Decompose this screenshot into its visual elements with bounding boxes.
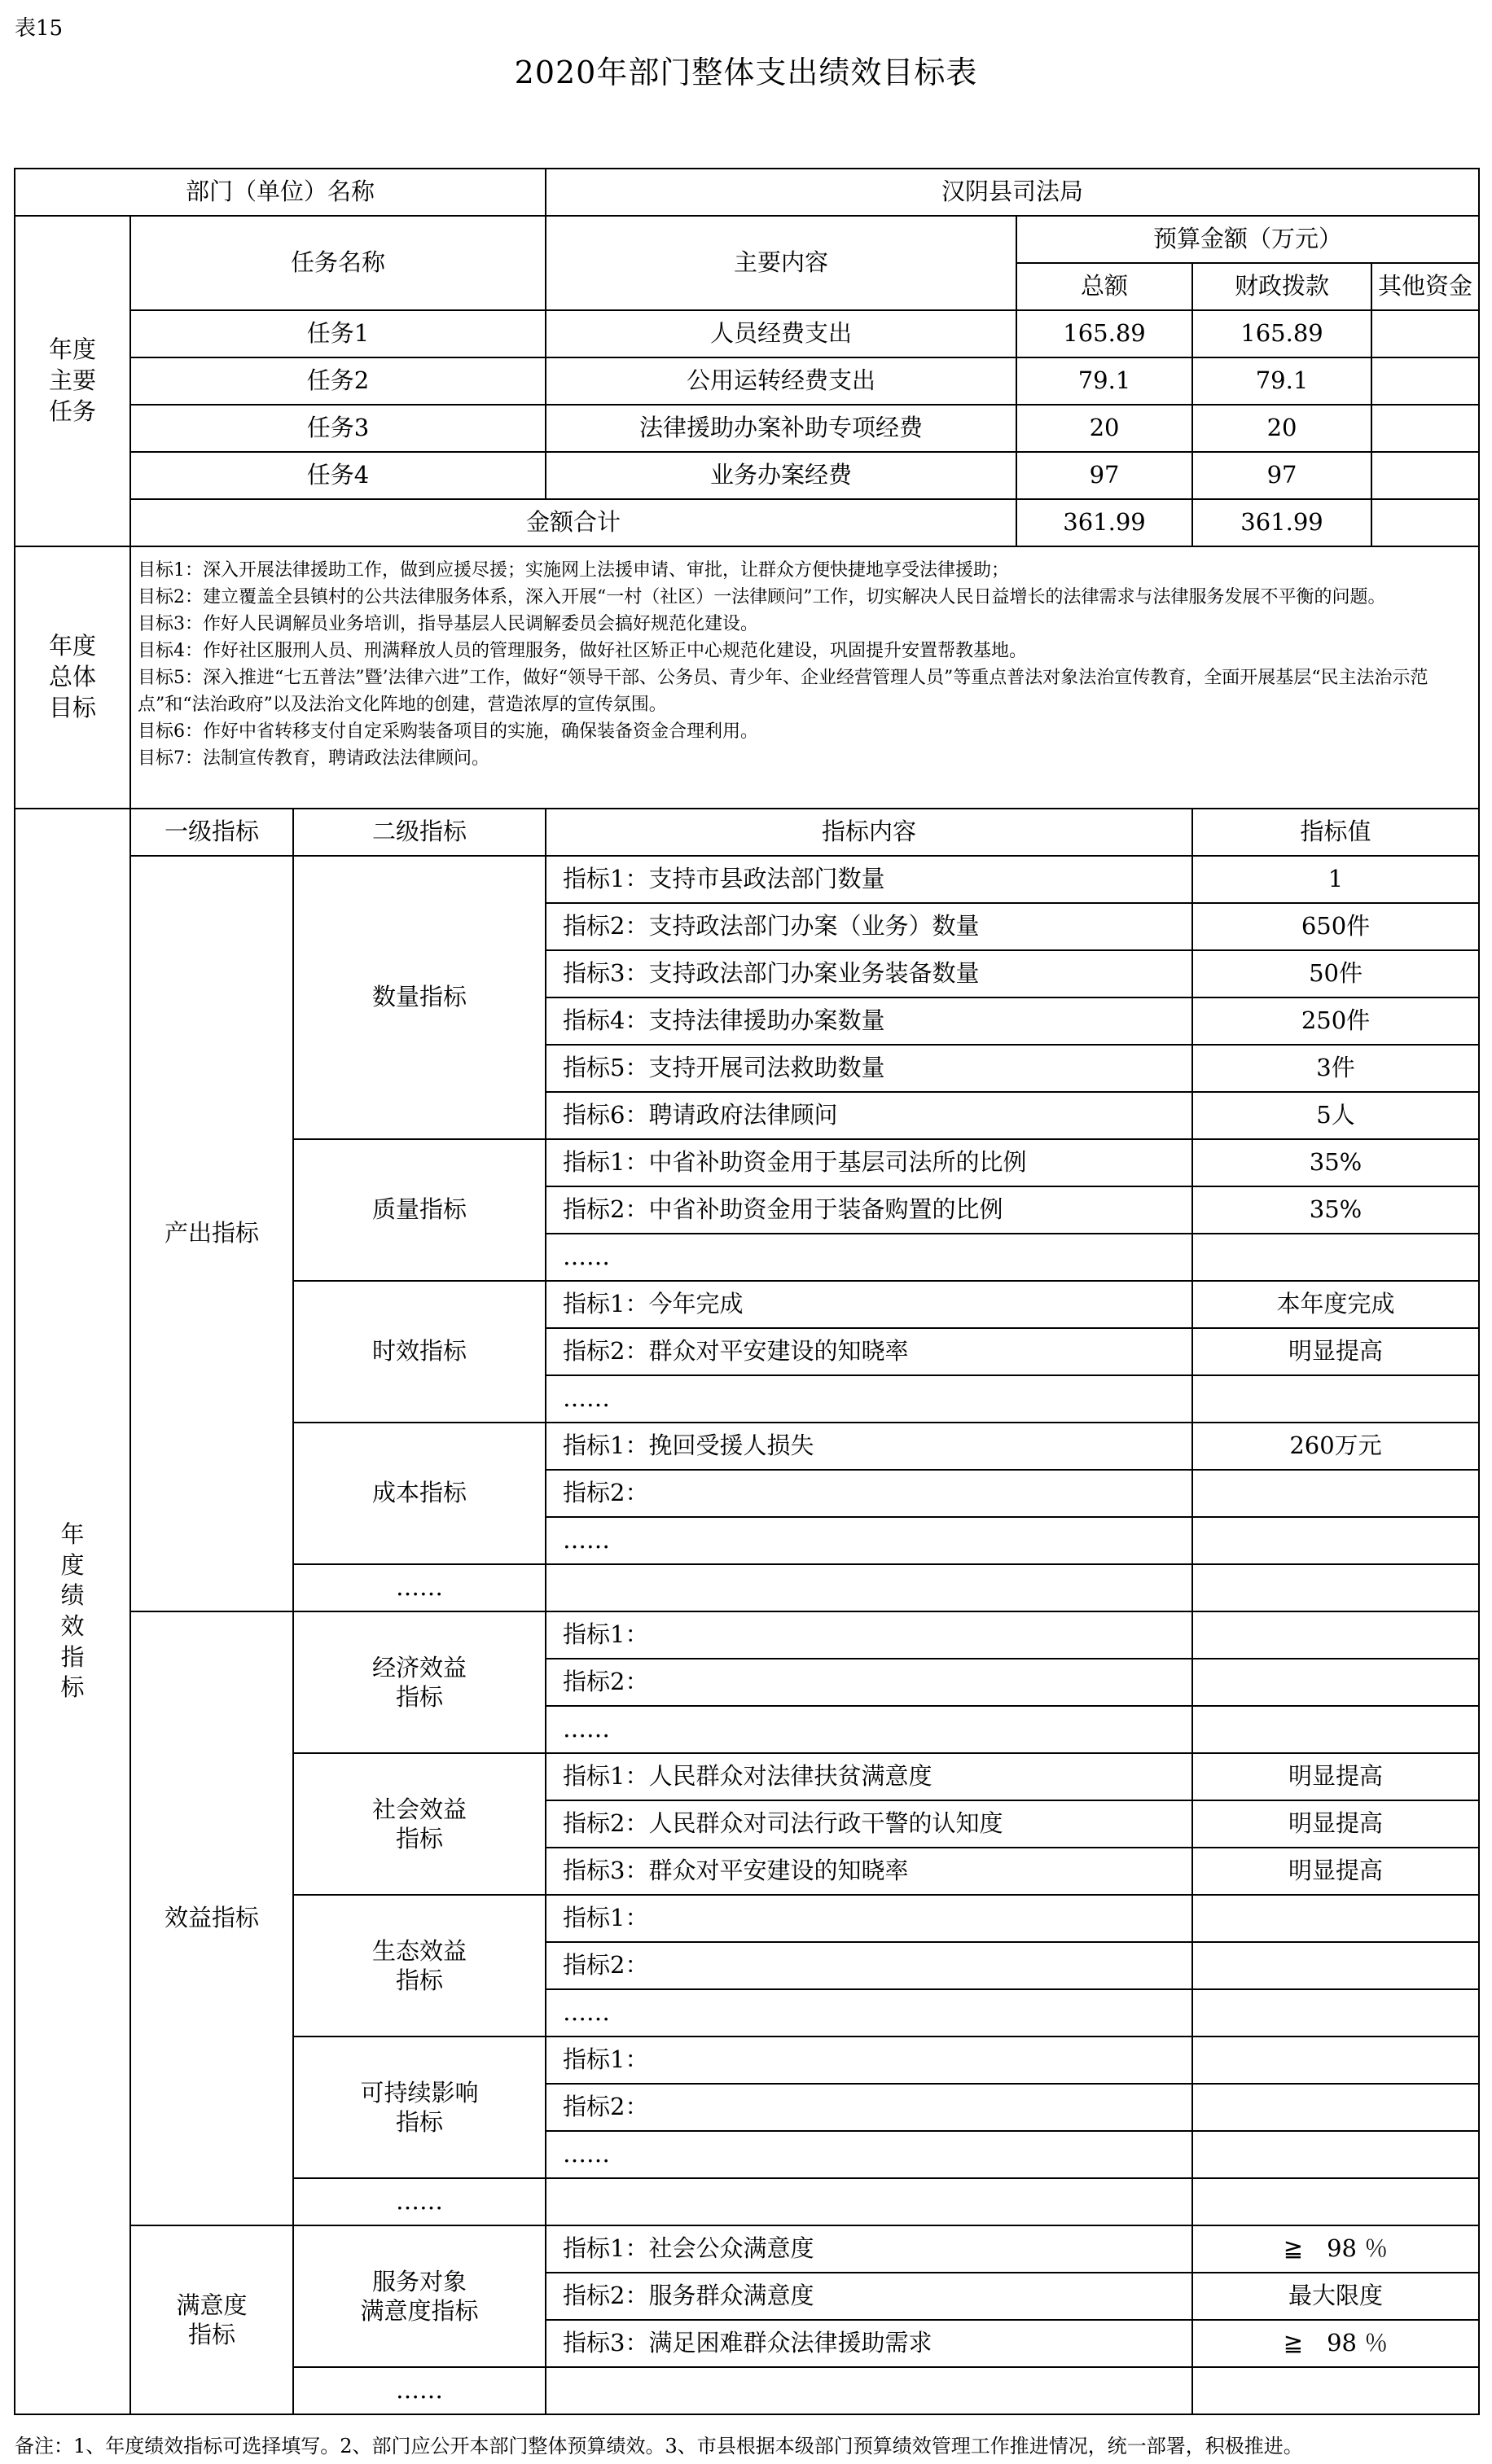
indicator-content: 指标1： <box>546 2037 1192 2084</box>
indicator-content: 指标1：挽回受援人损失 <box>546 1423 1192 1470</box>
goal-line: 目标4：作好社区服刑人员、刑满释放人员的管理服务，做好社区矫正中心规范化建设，巩固提升安置帮教基地。 <box>138 641 1028 661</box>
indicator-content <box>546 2178 1192 2225</box>
task-fiscal: 97 <box>1192 452 1371 499</box>
indicator-content <box>546 2367 1192 2414</box>
indicator-value: ≧ 98 ％ <box>1192 2320 1479 2367</box>
indicator-value: 35% <box>1192 1186 1479 1234</box>
budget-other-header: 其他资金 <box>1371 263 1479 310</box>
indicator-value <box>1192 1517 1479 1564</box>
sum-total: 361.99 <box>1016 499 1192 546</box>
quality-indicator-label: 质量指标 <box>293 1139 546 1281</box>
service-satisfaction-label: 服务对象 满意度指标 <box>293 2225 546 2367</box>
task-total: 97 <box>1016 452 1192 499</box>
satisfaction-indicator-label: 满意度 指标 <box>130 2225 293 2414</box>
indicator-value <box>1192 1659 1479 1706</box>
indicator-value: 明显提高 <box>1192 1328 1479 1375</box>
indicator-value: ≧ 98 ％ <box>1192 2225 1479 2273</box>
indicator-content: 指标2：群众对平安建设的知晓率 <box>546 1328 1192 1375</box>
satisfaction-more: …… <box>293 2367 546 2414</box>
task-name: 任务2 <box>130 357 546 405</box>
indicator-value <box>1192 1611 1479 1659</box>
indicator-value: 明显提高 <box>1192 1753 1479 1800</box>
task-sum-row <box>15 499 1479 546</box>
indicator-value: 35% <box>1192 1139 1479 1186</box>
indicator-content: 指标2： <box>546 1470 1192 1517</box>
indicator-content: 指标1：社会公众满意度 <box>546 2225 1192 2273</box>
indicator-value: 3件 <box>1192 1045 1479 1092</box>
budget-total-header: 总额 <box>1016 263 1192 310</box>
indicator-content: 指标3：支持政法部门办案业务装备数量 <box>546 950 1192 997</box>
indicator-value: 明显提高 <box>1192 1800 1479 1848</box>
indicator-value-header: 指标值 <box>1192 809 1479 856</box>
indicator-value: 5人 <box>1192 1092 1479 1139</box>
indicator-value <box>1192 2178 1479 2225</box>
indicator-value: 650件 <box>1192 903 1479 950</box>
task-total: 79.1 <box>1016 357 1192 405</box>
level1-header: 一级指标 <box>130 809 293 856</box>
task-row <box>15 310 1479 357</box>
indicator-value <box>1192 1470 1479 1517</box>
table-number: 表15 <box>15 16 64 41</box>
indicator-content: 指标2： <box>546 2084 1192 2131</box>
sustainable-indicator-label: 可持续影响 指标 <box>293 2037 546 2178</box>
economic-indicator-label: 经济效益 指标 <box>293 1611 546 1753</box>
indicator-value <box>1192 1564 1479 1611</box>
indicator-value: 明显提高 <box>1192 1848 1479 1895</box>
level2-header: 二级指标 <box>293 809 546 856</box>
goal-line: 目标5：深入推进“七五普法”暨’法律六进”工作，做好“领导干部、公务员、青少年、企业经营管理人员”等重点普法对象法治宣传教育，全面开展基层“民主法治示范点”和“法治政府”以及法治文化阵地的创建，营造浓厚的宣传氛围。 <box>138 668 1428 715</box>
indicator-content: 指标1：人民群众对法律扶贫满意度 <box>546 1753 1192 1800</box>
quantity-indicator-label: 数量指标 <box>293 856 546 1139</box>
indicator-value: 260万元 <box>1192 1423 1479 1470</box>
indicator-value <box>1192 1234 1479 1281</box>
goal-line: 目标6：作好中省转移支付自定采购装备项目的实施，确保装备资金合理利用。 <box>138 721 758 742</box>
indicator-content: …… <box>546 2131 1192 2178</box>
task-content: 人员经费支出 <box>546 310 1016 357</box>
indicator-content: …… <box>546 1706 1192 1753</box>
timeliness-indicator-label: 时效指标 <box>293 1281 546 1423</box>
task-total: 165.89 <box>1016 310 1192 357</box>
task-name: 任务1 <box>130 310 546 357</box>
task-other <box>1371 452 1479 499</box>
indicator-value: 250件 <box>1192 997 1479 1045</box>
indicator-content: …… <box>546 1517 1192 1564</box>
indicator-value <box>1192 1989 1479 2037</box>
output-indicator-label: 产出指标 <box>130 856 293 1611</box>
task-row <box>15 405 1479 452</box>
indicator-content: 指标2：人民群众对司法行政干警的认知度 <box>546 1800 1192 1848</box>
social-indicator-label: 社会效益 指标 <box>293 1753 546 1895</box>
task-total: 20 <box>1016 405 1192 452</box>
output-more: …… <box>293 1564 546 1611</box>
cost-indicator-label: 成本指标 <box>293 1423 546 1564</box>
indicator-value <box>1192 2084 1479 2131</box>
indicator-content: 指标2：支持政法部门办案（业务）数量 <box>546 903 1192 950</box>
task-name: 任务3 <box>130 405 546 452</box>
indicator-value: 本年度完成 <box>1192 1281 1479 1328</box>
benefit-indicator-label: 效益指标 <box>130 1611 293 2225</box>
indicator-content <box>546 1564 1192 1611</box>
task-fiscal: 165.89 <box>1192 310 1371 357</box>
task-other <box>1371 357 1479 405</box>
dept-label: 部门（单位）名称 <box>15 169 546 216</box>
indicator-content: 指标2：中省补助资金用于装备购置的比例 <box>546 1186 1192 1234</box>
task-other <box>1371 405 1479 452</box>
indicator-value: 最大限度 <box>1192 2273 1479 2320</box>
indicator-content: 指标1：中省补助资金用于基层司法所的比例 <box>546 1139 1192 1186</box>
indicator-value <box>1192 2367 1479 2414</box>
indicator-content: 指标6：聘请政府法律顾问 <box>546 1092 1192 1139</box>
goal-line: 目标7：法制宣传教育，聘请政法法律顾问。 <box>138 748 489 769</box>
indicator-value: 50件 <box>1192 950 1479 997</box>
task-row <box>15 452 1479 499</box>
footnote: 备注：1、年度绩效指标可选择填写。2、部门应公开本部门整体预算绩效。3、市县根据本级部门预算绩效管理工作推进情况，统一部署，积极推进。 <box>15 2435 1303 2457</box>
indicator-value <box>1192 1375 1479 1423</box>
page-title: 2020年部门整体支出绩效目标表 <box>514 55 978 90</box>
task-content: 法律援助办案补助专项经费 <box>546 405 1016 452</box>
indicator-content-header: 指标内容 <box>546 809 1192 856</box>
indicator-content: 指标2：服务群众满意度 <box>546 2273 1192 2320</box>
budget-header: 预算金额（万元） <box>1016 216 1479 263</box>
indicator-content: 指标3：群众对平安建设的知晓率 <box>546 1848 1192 1895</box>
task-other <box>1371 310 1479 357</box>
indicator-value <box>1192 2037 1479 2084</box>
performance-target-table <box>14 168 1480 2415</box>
indicator-content: 指标1： <box>546 1895 1192 1942</box>
goals-text <box>130 546 1479 809</box>
indicator-content: …… <box>546 1234 1192 1281</box>
sum-other <box>1371 499 1479 546</box>
sum-fiscal: 361.99 <box>1192 499 1371 546</box>
goals-section-label: 年度 总体 目标 <box>15 546 130 809</box>
budget-fiscal-header: 财政拨款 <box>1192 263 1371 310</box>
indicator-value <box>1192 1895 1479 1942</box>
task-name: 任务4 <box>130 452 546 499</box>
goal-line: 目标3：作好人民调解员业务培训，指导基层人民调解委员会搞好规范化建设。 <box>138 614 758 634</box>
sum-label: 金额合计 <box>130 499 1016 546</box>
task-fiscal: 79.1 <box>1192 357 1371 405</box>
indicator-content: 指标2： <box>546 1659 1192 1706</box>
indicator-value <box>1192 1942 1479 1989</box>
task-row <box>15 357 1479 405</box>
indicator-content: 指标3：满足困难群众法律援助需求 <box>546 2320 1192 2367</box>
indicator-content: 指标1：支持市县政法部门数量 <box>546 856 1192 903</box>
dept-value: 汉阴县司法局 <box>546 169 1479 216</box>
indicator-value: 1 <box>1192 856 1479 903</box>
indicator-content: 指标1： <box>546 1611 1192 1659</box>
indicator-content: 指标5：支持开展司法救助数量 <box>546 1045 1192 1092</box>
indicator-content: 指标4：支持法律援助办案数量 <box>546 997 1192 1045</box>
tasks-section-label: 年度 主要 任务 <box>15 216 130 546</box>
benefit-more: …… <box>293 2178 546 2225</box>
task-content: 业务办案经费 <box>546 452 1016 499</box>
indicator-content: …… <box>546 1375 1192 1423</box>
task-content: 公用运转经费支出 <box>546 357 1016 405</box>
goal-line: 目标1：深入开展法律援助工作，做到应援尽援；实施网上法援申请、审批，让群众方便快捷地享受法律援助； <box>138 560 1010 581</box>
task-name-header: 任务名称 <box>130 216 546 310</box>
goal-line: 目标2：建立覆盖全县镇村的公共法律服务体系，深入开展“一村（社区）一法律顾问”工作，切实解决人民日益增长的法律需求与法律服务发展不平衡的问题。 <box>138 587 1386 607</box>
indicator-content: 指标2： <box>546 1942 1192 1989</box>
indicator-content: …… <box>546 1989 1192 2037</box>
indicators-section-label: 年 度 绩 效 指 标 <box>15 809 130 2414</box>
indicator-value <box>1192 2131 1479 2178</box>
indicator-content: 指标1：今年完成 <box>546 1281 1192 1328</box>
task-fiscal: 20 <box>1192 405 1371 452</box>
ecological-indicator-label: 生态效益 指标 <box>293 1895 546 2037</box>
indicator-value <box>1192 1706 1479 1753</box>
task-content-header: 主要内容 <box>546 216 1016 310</box>
